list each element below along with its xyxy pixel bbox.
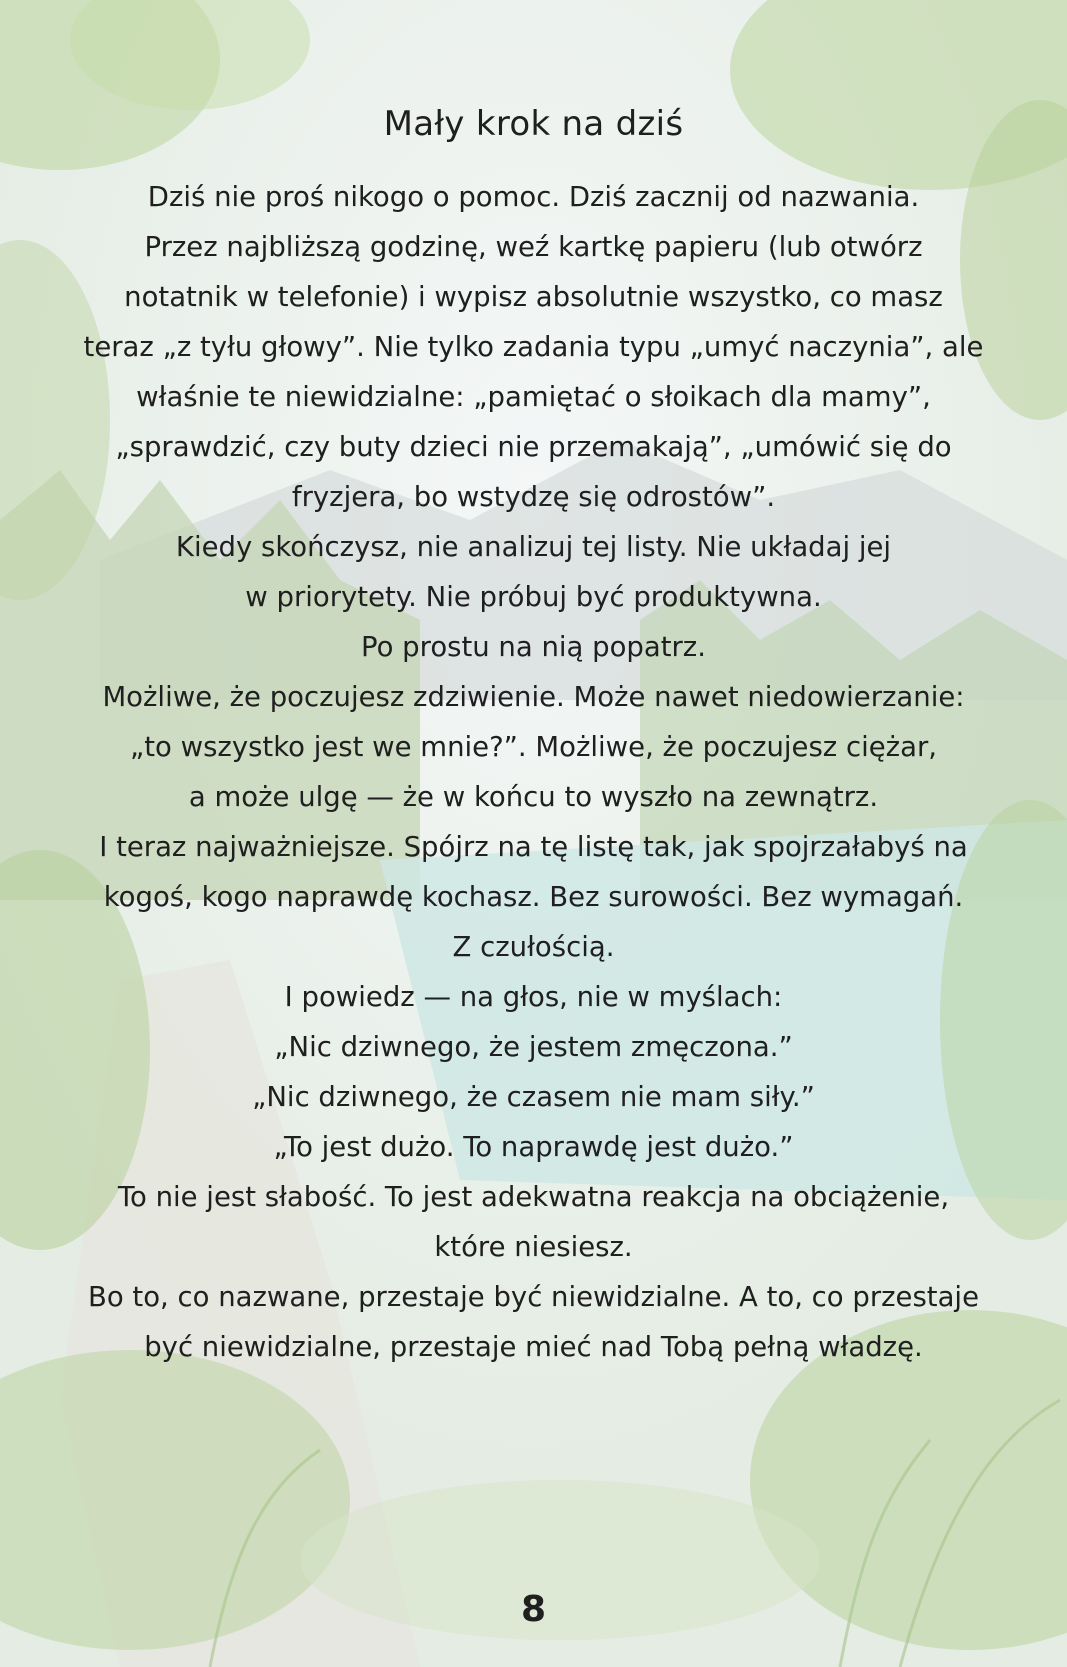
text-line: „Nic dziwnego, że jestem zmęczona.” xyxy=(274,1031,793,1063)
text-line: Możliwe, że poczujesz zdziwienie. Może nawet niedowierzanie: xyxy=(102,681,965,713)
page-title: Mały krok na dziś xyxy=(383,104,684,144)
text-line: Bo to, co nazwane, przestaje być niewidzialne. A to, co przestaje xyxy=(87,1281,979,1313)
page-number: 8 xyxy=(520,1589,547,1630)
text-line: „Nic dziwnego, że czasem nie mam siły.” xyxy=(252,1081,815,1113)
text-line: kogoś, kogo naprawdę kochasz. Bez surowości. Bez wymagań. xyxy=(103,881,964,913)
text-line: Dziś nie proś nikogo o pomoc. Dziś zacznij od nazwania. xyxy=(147,181,920,213)
text-line: fryzjera, bo wstydzę się odrostów”. xyxy=(291,481,776,513)
text-line: I powiedz — na głos, nie w myślach: xyxy=(284,981,783,1013)
text-line: właśnie te niewidzialne: „pamiętać o słoikach dla mamy”, xyxy=(136,381,931,413)
text-line: Kiedy skończysz, nie analizuj tej listy. Nie układaj jej xyxy=(175,531,892,563)
text-line: w priorytety. Nie próbuj być produktywna. xyxy=(245,581,822,613)
text-line: które niesiesz. xyxy=(434,1231,633,1263)
text-line: a może ulgę — że w końcu to wyszło na zewnątrz. xyxy=(188,781,879,813)
text-line: teraz „z tyłu głowy”. Nie tylko zadania typu „umyć naczynia”, ale xyxy=(83,331,984,363)
text-line: Przez najbliższą godzinę, weź kartkę papieru (lub otwórz xyxy=(144,231,923,263)
text-line: być niewidzialne, przestaje mieć nad Tobą pełną władzę. xyxy=(144,1331,923,1363)
text-line: I teraz najważniejsze. Spójrz na tę listę tak, jak spojrzałabyś na xyxy=(99,831,968,863)
text-line: Z czułością. xyxy=(452,931,615,963)
text-line: To nie jest słabość. To jest adekwatna reakcja na obciążenie, xyxy=(117,1181,950,1213)
body-text xyxy=(30,172,1037,1372)
text-block xyxy=(30,100,1037,1372)
text-line: „sprawdzić, czy buty dzieci nie przemakają”, „umówić się do xyxy=(115,431,952,463)
text-line: „To jest dużo. To naprawdę jest dużo.” xyxy=(273,1131,794,1163)
text-line: Po prostu na nią popatrz. xyxy=(361,631,706,663)
text-line: notatnik w telefonie) i wypisz absolutnie wszystko, co masz xyxy=(124,281,943,313)
text-line: „to wszystko jest we mnie?”. Możliwe, że poczujesz ciężar, xyxy=(129,731,937,763)
